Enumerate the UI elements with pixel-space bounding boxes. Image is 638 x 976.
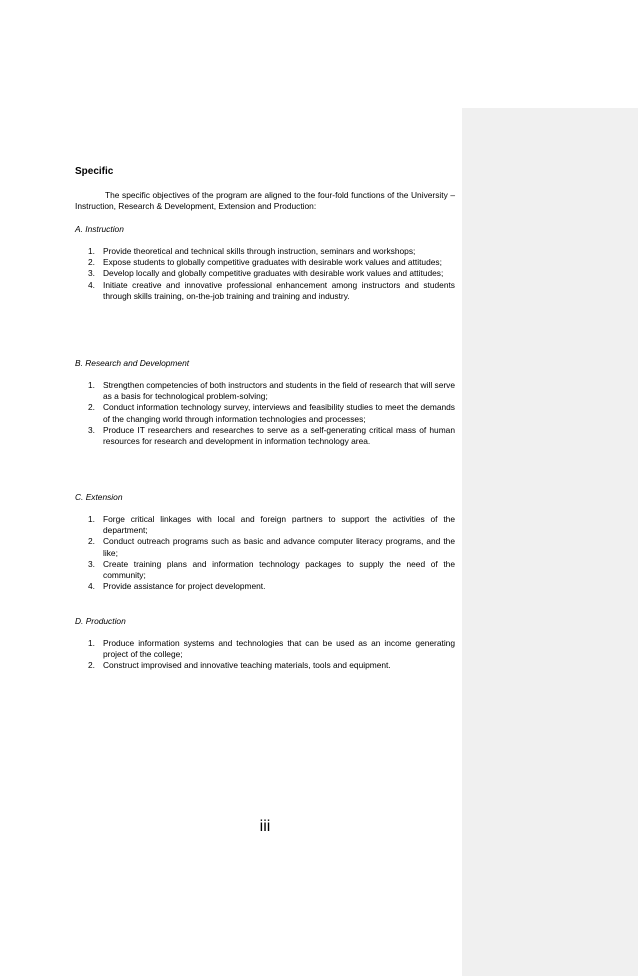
list-item: 2. Expose students to globally competitive graduates with desirable work values and attitudes; (88, 257, 442, 268)
list-item: 3. Develop locally and globally competitive graduates with desirable work values and attitudes; (88, 268, 444, 279)
intro-paragraph: The specific objectives of the program are aligned to the four-fold functions of the University – Instruction, Research & Development, Extension and Production: (75, 190, 455, 212)
extension-list (88, 514, 455, 592)
section-heading: Specific (75, 166, 114, 177)
list-item: 1. Strengthen competencies of both instructors and students in the field of research that will serve as a basis for technological problem-solving; (88, 380, 455, 402)
page-number: iii (259, 818, 271, 835)
list-item: 4. Provide assistance for project development. (88, 581, 266, 592)
research-list (88, 380, 455, 447)
list-item: 1. Provide theoretical and technical skills through instruction, seminars and workshops; (88, 246, 416, 256)
list-item: 1. Forge critical linkages with local and foreign partners to support the activities of the department; (88, 514, 455, 536)
list-item: 2. Conduct outreach programs such as basic and advance computer literacy programs, and the like; (88, 536, 455, 558)
list-item: 2. Construct improvised and innovative teaching materials, tools and equipment. (88, 660, 391, 671)
list-item: 4. Initiate creative and innovative professional enhancement among instructors and students through skills training, on-the-job training and training and industry. (88, 279, 455, 301)
section-title-production: D. Production (75, 616, 126, 626)
section-title-research: B. Research and Development (75, 358, 190, 368)
instruction-list (88, 246, 455, 302)
comment-pane (462, 108, 638, 976)
section-title-instruction: A. Instruction (75, 224, 124, 234)
list-item: 3. Create training plans and information technology packages to supply the need of the community; (88, 558, 455, 581)
list-item: 1. Produce information systems and technologies that can be used as an income generating project of the college; (88, 638, 455, 660)
production-list (88, 638, 455, 672)
list-item: 2. Conduct information technology survey, interviews and feasibility studies to meet the demands of the changing world through information technologies and processes; (88, 402, 455, 424)
list-item: 3. Produce IT researchers and researches to serve as a self-generating critical mass of human resources for research and development in information technology area. (88, 424, 455, 447)
section-title-extension: C. Extension (75, 492, 123, 502)
